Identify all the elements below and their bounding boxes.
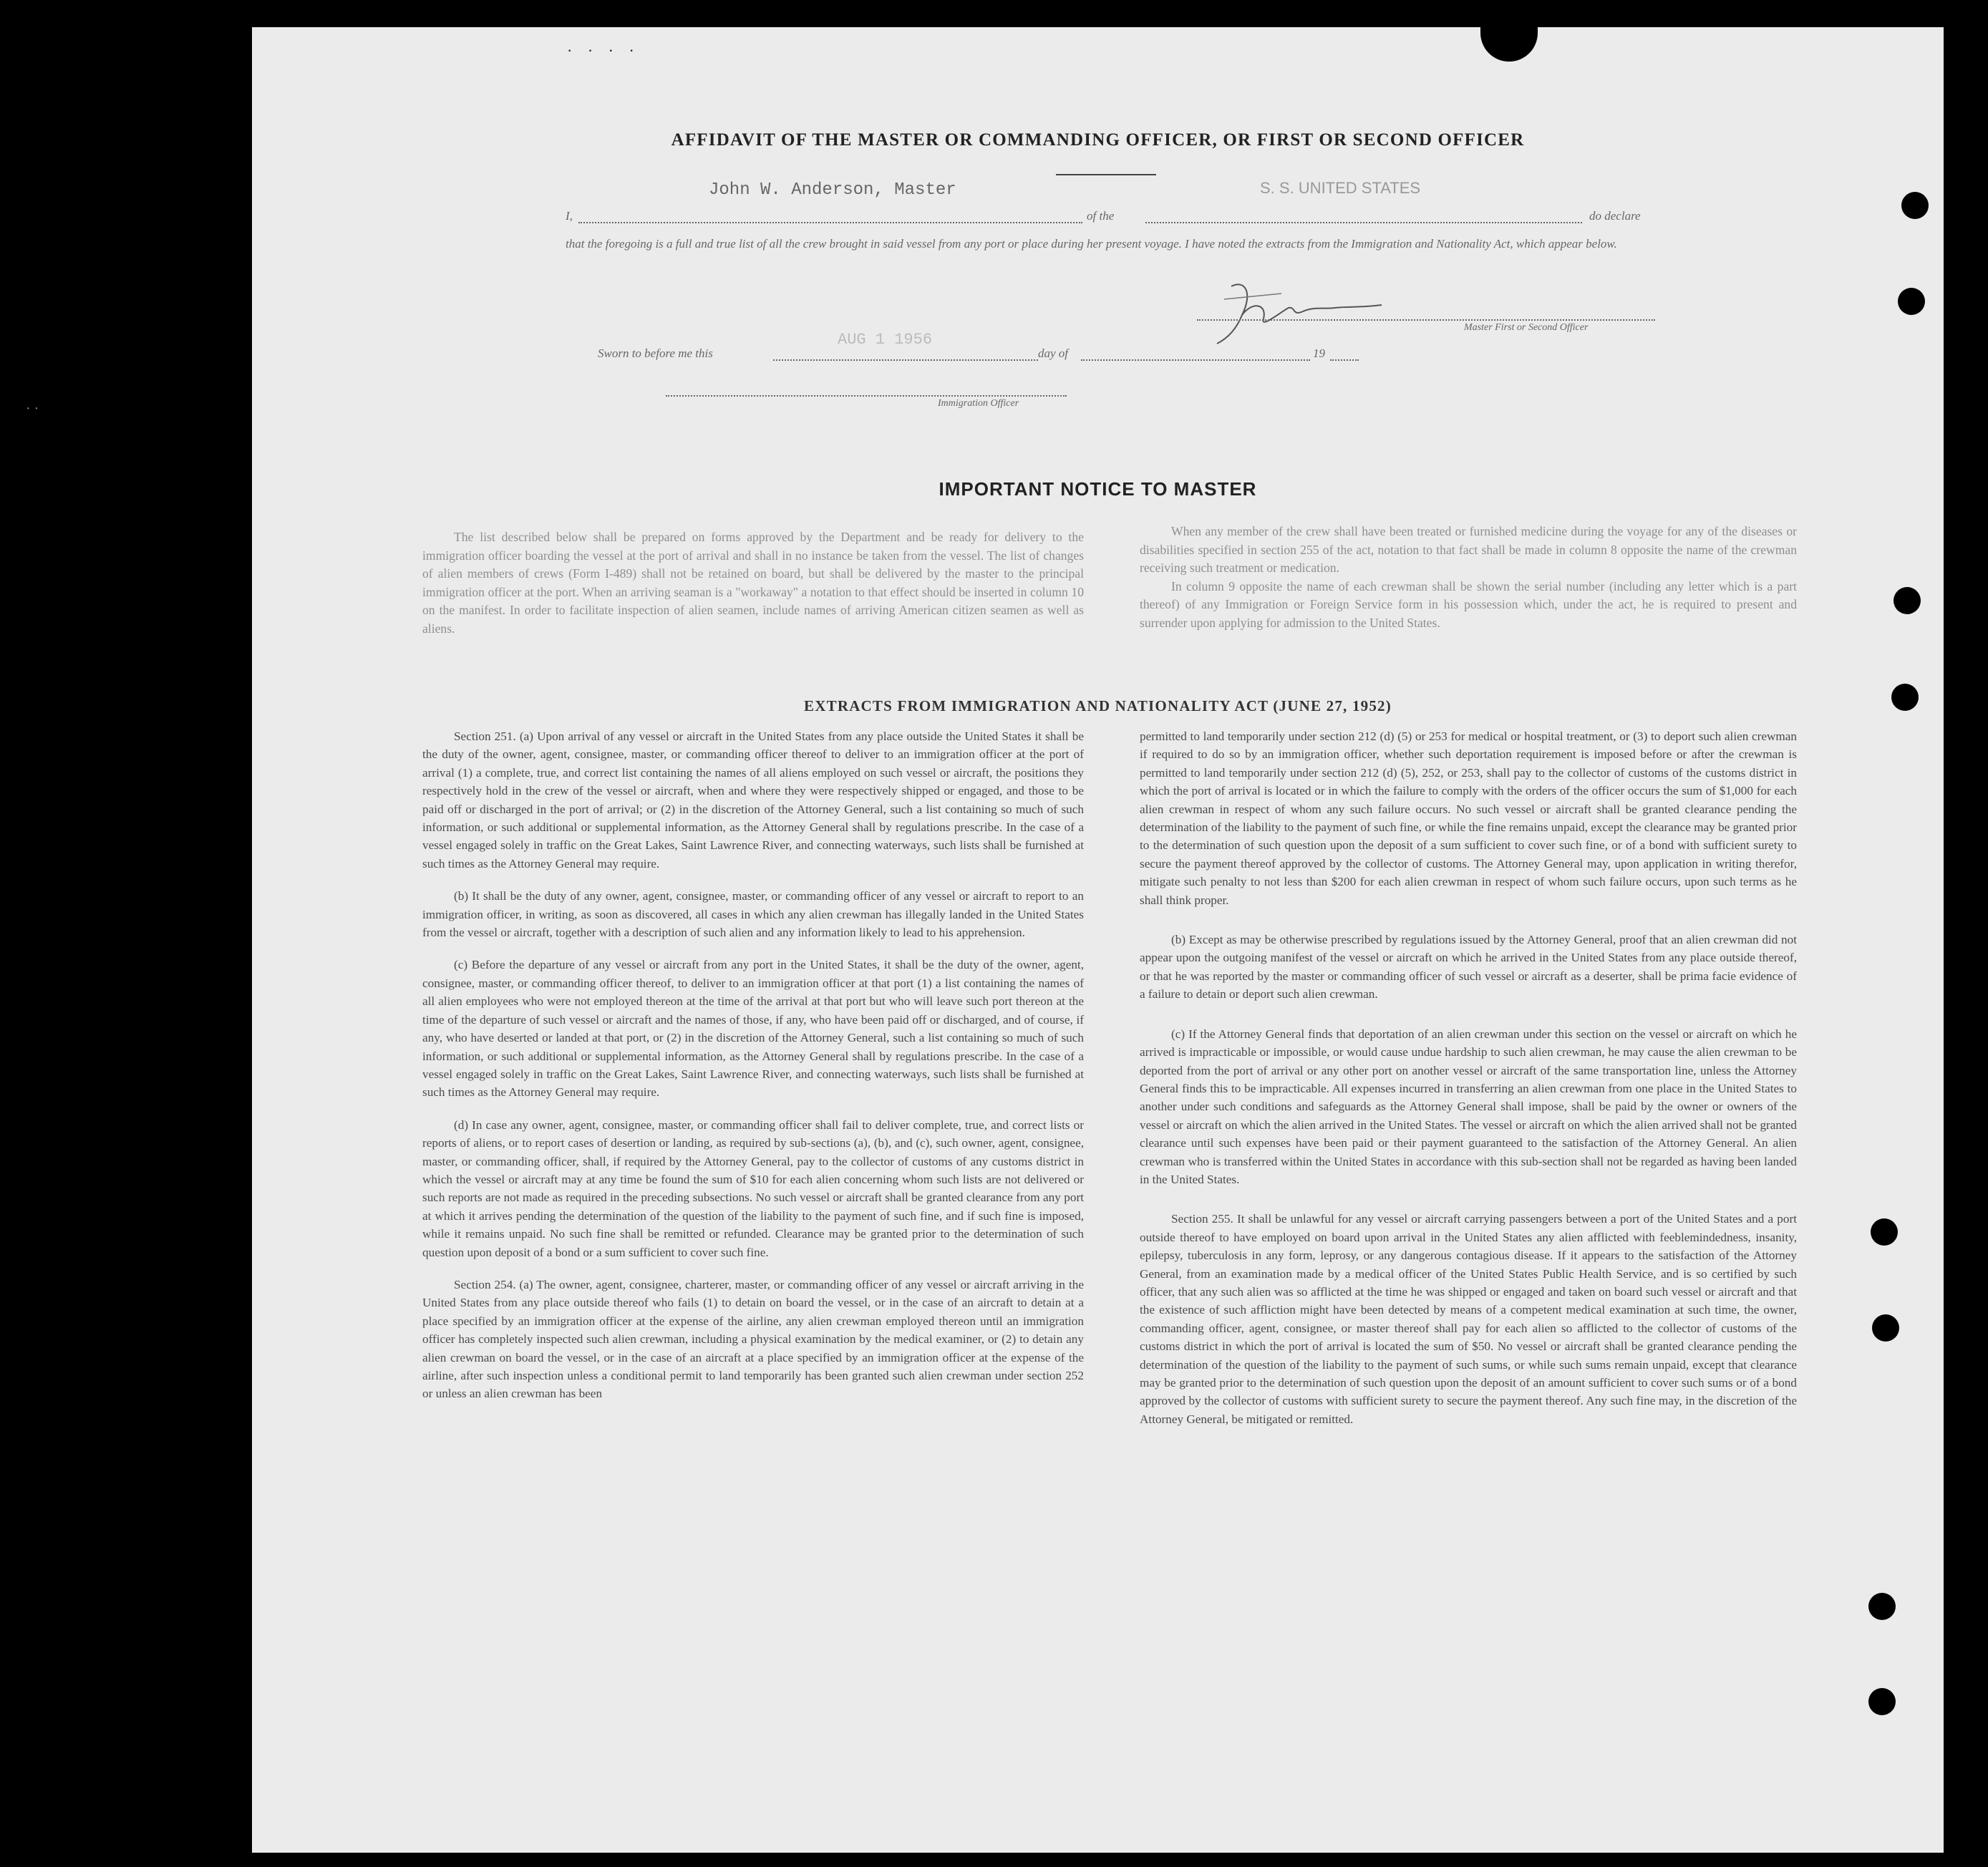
section-251-a: Section 251. (a) Upon arrival of any vessel or aircraft in the United States from any place outside the United States it shall be the duty of the owner, agent, consignee, master, or commanding officer thereof to deliver to an immigration officer at the port of arrival (1) a complete, true, and correct list containing the names of all aliens employed on such vessel or aircraft, the positions they respectively hold in the crew of the vessel or aircraft, when and where they were respectively shipped or engaged, and those to be paid off or discharged in the port of arrival; or (2) in the discretion of the Attorney General, such a list containing so much of such information, or such additional or supplemental information, as the Attorney General shall by regulations prescribe. In the case of a vessel engaged solely in traffic on the Great Lakes, Saint Lawrence River, and connecting waterways, such lists shall be furnished at such times as the Attorney General may require. bbox=[422, 729, 1084, 871]
officer-line bbox=[666, 395, 1067, 397]
section-254-a: Section 254. (a) The owner, agent, consignee, charterer, master, or commanding officer of any vessel or aircraft arriving in the United States from any place outside thereof who fails (1) to detain on board the vessel, or in the case of an aircraft to detain at a place specified by an immigration officer at the expense of the airline, any alien crewman employed thereon until an immigration officer has completely inspected such alien crewman, including a physical examination by the medical examiner, or (2) to detain any alien crewman on board the vessel, or in the case of an aircraft at a place specified by an immigration officer at the expense of the airline, after such inspection unless a conditional permit to land temporarily has been granted such alien crewman under section 252 or unless an alien crewman has been bbox=[422, 1277, 1084, 1401]
section-254-b: (b) Except as may be otherwise prescribed by regulations issued by the Attorney General, proof that an alien crewman did not appear upon the outgoing manifest of the vessel or aircraft on which he arrived in the United States from any place outside thereof, or that he was reported by the master or commanding officer of such vessel or aircraft as a deserter, shall be prima facie evidence of a failure to detain or deport such alien crewman. bbox=[1140, 933, 1797, 1002]
binder-hole bbox=[1898, 288, 1925, 315]
binder-hole bbox=[1868, 1593, 1896, 1620]
section-251-d: (d) In case any owner, agent, consignee, master, or commanding officer shall fail to deliver complete, true, and correct lists or reports of aliens, or to report cases of desertion or landing, as required by sub-sections (a), (b), and (c), such owner, agent, consignee, master, or commanding officer, shall, if required by the Attorney General, pay to the collector of customs of any customs district in which the vessel or aircraft may at any time be found the sum of $10 for each alien concerning whom such lists are not delivered or such reports are not made as required in the preceding subsections. No such vessel or aircraft shall be granted clearance from any port at which it arrives pending the determination of the question of the liability to the payment of such fine, and if such fine is imposed, while it remains unpaid. No such fine shall be remitted or refunded. Clearance may be granted prior to the determination of such question upon deposit of a bond or a sum sufficient to cover such fine. bbox=[422, 1117, 1084, 1259]
notice-right-paragraph-2: In column 9 opposite the name of each crewman shall be shown the serial number (including any letter which is a part thereof) of any Immigration or Foreign Service form in his possession which, under the act, he is required to present and surrender upon applying for admission to the United States. bbox=[1140, 578, 1797, 630]
label-do-declare: do declare bbox=[1589, 209, 1641, 223]
year-line bbox=[1330, 359, 1359, 361]
section-254-c: (c) If the Attorney General finds that deportation of an alien crewman under this section on the vessel or aircraft on which he arrived is impracticable or impossible, or would cause undue hardship to such alien crewman, he may cause the alien crewman to be deported from the port of arrival or any other port on another vessel or aircraft of the same transportation line, unless the Attorney General finds this to be impracticable. All expenses incurred in transferring an alien crewman from one place in the United States to another under such conditions and safeguards as the Attorney General shall impose, shall be paid by the owner or owners of the vessel or aircraft on which the alien arrived in the United States. The vessel or aircraft on which the alien arrived shall not be granted clearance until such expenses have been paid or their payment guaranteed to the satisfaction of the Attorney General. An alien crewman who is transferred within the United States in accordance with this sub-section shall not be regarded as having been landed in the United States. bbox=[1140, 1027, 1797, 1186]
year-prefix: 19 bbox=[1313, 346, 1325, 360]
day-of-label: day of bbox=[1038, 346, 1069, 360]
label-i: I, bbox=[566, 209, 573, 223]
extracts-right-column bbox=[1140, 727, 1797, 1428]
vessel-name: S. S. UNITED STATES bbox=[1260, 179, 1421, 197]
signature-caption: Master First or Second Officer bbox=[1464, 322, 1589, 333]
signature-line bbox=[1197, 319, 1655, 321]
master-signature bbox=[1203, 272, 1389, 351]
vessel-line bbox=[1145, 222, 1582, 223]
notice-right-paragraph-1: When any member of the crew shall have been treated or furnished medicine during the voyage for any of the diseases or disabilities specified in section 255 of the act, notation to that fact shall be made in column 8 opposite the name of the crewman receiving such treatment or medication. bbox=[1140, 524, 1797, 576]
section-255: Section 255. It shall be unlawful for any vessel or aircraft carrying passengers between a port of the United States and a port outside thereof to have employed on board upon arrival in the United States any alien afflicted with feeblemindedness, insanity, epilepsy, tuberculosis in any form, leprosy, or any dangerous contagious disease. If it appears to the satisfaction of the Attorney General, from an examination made by a medical officer of the United States Public Health Service, and is so certified by such officer, that any such alien was so afflicted at the time he was shipped or engaged and taken on board such vessel or aircraft and that the existence of such affliction might have been detected by means of a competent medical examination at such time, the owner, commanding officer, agent, consignee, or master thereof shall pay for each alien so afflicted to the collector of customs of the customs district in which the port of arrival is located the sum of $50. No vessel or aircraft shall be granted clearance pending the determination of the question of the liability to the payment of such sums, or while such sums remain unpaid, except that clearance may be granted prior to the determination of such question upon the deposit of an amount sufficient to cover such sums or of a bond approved by the collector of customs with sufficient surety to secure the payment thereof. Any such fine may, in the discretion of the Attorney General, be mitigated or remitted. bbox=[1140, 1212, 1797, 1426]
notice-left-column bbox=[422, 528, 1084, 639]
master-name: John W. Anderson, Master bbox=[709, 180, 956, 200]
binder-hole bbox=[1894, 587, 1921, 614]
section-254-a-continued: permitted to land temporarily under section 212 (d) (5) or 253 for medical or hospital treatment, or (3) to deport such alien crewman if required to do so by an immigration officer, whether such deportation requirement is imposed before or after the crewman is permitted to land temporarily under section 212 (d) (5), 252, or 253, shall pay to the collector of customs of the customs district in which the port of arrival is located or in which the failure to comply with the orders of the officer occurs the sum of $1,000 for each alien crewman in respect of whom any such failure occurs. No such vessel or aircraft shall be granted clearance pending the determination of the liability to the payment of such fine, or while the fine remains unpaid, except the clearance may be granted prior to the determination of such question upon the deposit of a sum sufficient to cover such fine, or of a bond with sufficient surety to secure the payment thereof approved by the collector of customs. The Attorney General may, upon application in writing therefor, mitigate such penalty to not less than $200 for each alien crewman in respect of whom such failure occurs, upon such terms as he shall think proper. bbox=[1140, 729, 1797, 907]
binder-hole bbox=[1868, 1688, 1896, 1715]
binder-hole bbox=[1901, 192, 1929, 219]
name-line bbox=[578, 222, 1082, 223]
label-of-the: of the bbox=[1087, 209, 1115, 223]
notice-right-column bbox=[1140, 523, 1797, 633]
section-251-b: (b) It shall be the duty of any owner, agent, consignee, master, or commanding officer of any vessel or aircraft to report to an immigration officer, in writing, as soon as discovered, all cases in which any alien crewman has illegally landed in the United States from the vessel or aircraft, together with a description of such alien and any information likely to lead to his apprehension. bbox=[422, 889, 1084, 940]
officer-label: Immigration Officer bbox=[938, 398, 1019, 409]
notice-heading: IMPORTANT NOTICE TO MASTER bbox=[939, 478, 1257, 500]
extracts-heading: EXTRACTS FROM IMMIGRATION AND NATIONALITY ACT (JUNE 27, 1952) bbox=[804, 697, 1392, 714]
scan-specks-left: · · bbox=[26, 401, 39, 417]
sworn-label: Sworn to before me this bbox=[598, 346, 713, 360]
affidavit-title: AFFIDAVIT OF THE MASTER OR COMMANDING OFFICER, OR FIRST OR SECOND OFFICER bbox=[671, 130, 1525, 150]
notice-left-paragraph: The list described below shall be prepared on forms approved by the Department and be ready for delivery to the immigration officer boarding the vessel at the port of arrival and shall in no instance be taken from the vessel. The list of changes of alien members of crews (Form I-489) shall not be retained on board, but shall be delivered by the master to the principal immigration officer at the port. When an arriving seaman is a "workaway" a notation to that effect should be inserted in column 10 on the manifest. In order to facilitate inspection of alien seamen, include names of arriving American citizen seamen as well as aliens. bbox=[422, 530, 1084, 636]
declaration-text: that the foregoing is a full and true list of all the crew brought in said vessel from any port or place during her present voyage. I have noted the extracts from the Immigration and Nationality Act, which appear below. bbox=[566, 237, 1617, 251]
title-rule bbox=[1056, 174, 1156, 175]
binder-hole bbox=[1871, 1218, 1898, 1246]
binder-hole bbox=[1872, 1314, 1899, 1342]
sworn-date-line bbox=[773, 359, 1038, 361]
scan-specks: · · · · bbox=[567, 42, 640, 59]
day-of-line bbox=[1081, 359, 1310, 361]
section-251-c: (c) Before the departure of any vessel or aircraft from any port in the United States, it shall be the duty of the owner, agent, consignee, master, or commanding officer thereof, to deliver to an immigration officer at that port (1) a list containing the names of all alien employees who were not employed thereon at the time of the arrival at that port but who will leave such port thereon at the time of the departure of such vessel or aircraft and the names of those, if any, who have been paid off or discharged, and of course, if any, who have deserted or landed at that port, or (2) in the discretion of the Attorney General, such a list containing so much of such information, or such additional or supplemental information, as the Attorney General shall by regulations prescribe. In the case of a vessel engaged solely in traffic on the Great Lakes, Saint Lawrence River, and connecting waterways, such lists shall be furnished at such times as the Attorney General may require. bbox=[422, 958, 1084, 1100]
extracts-left-column bbox=[422, 727, 1084, 1403]
sworn-date-stamp: AUG 1 1956 bbox=[838, 331, 933, 349]
